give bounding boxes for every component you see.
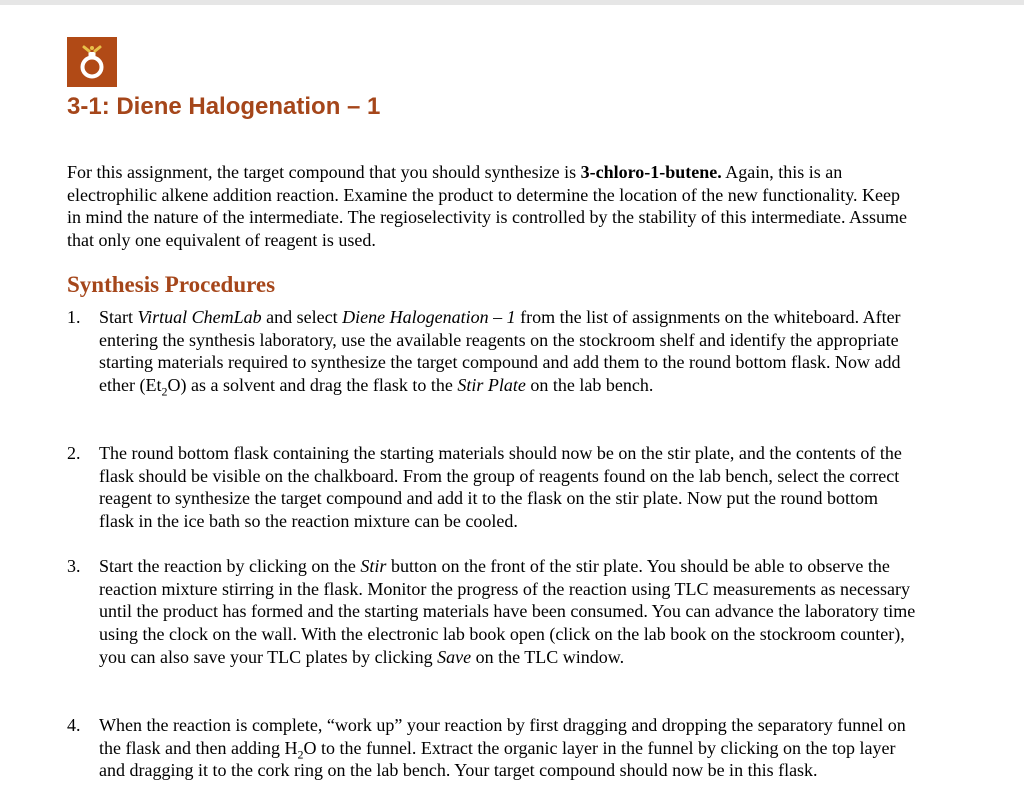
step-text-segment: Start — [99, 307, 138, 327]
step-text — [99, 714, 917, 782]
step-text-italic: Save — [437, 646, 472, 667]
procedure-step — [67, 306, 917, 397]
step-text-segment: from the list of assignments on the whiteboard. After entering the synthesis laboratory, use the available reagents on the stockroom shelf and identify the appropriate starting materials required to synthesize the target compound and add them to the round bottom flask. Now add ether (Et — [99, 307, 901, 396]
step-number: 2. — [67, 443, 81, 463]
step-text-segment: When the reaction is complete, “work up” your reaction by first dragging and dropping the separatory funnel on the flask and then adding H — [99, 715, 906, 758]
step-text-segment: and select — [261, 307, 343, 327]
step-text-segment: O to the funnel. Extract the organic layer in the funnel by clicking on the top layer and dragging it to the cork ring on the lab bench. Your target compound should now be in this flask. — [99, 737, 896, 781]
step-text-segment: on the TLC window. — [471, 646, 625, 667]
procedure-step — [67, 442, 917, 533]
step-number: 3. — [67, 556, 81, 576]
target-compound: 3-chloro-1-butene. — [580, 162, 722, 182]
subscript: 2 — [161, 384, 168, 399]
step-text — [99, 555, 917, 669]
step-text-italic: Stir Plate — [457, 375, 526, 396]
step-number: 1. — [67, 307, 81, 327]
step-text-segment: on the lab bench. — [525, 375, 654, 396]
step-text-italic: Virtual ChemLab — [137, 307, 262, 327]
intro-paragraph — [67, 161, 917, 251]
step-text-italic: Diene Halogenation – 1 — [342, 307, 516, 327]
step-text-segment: button on the front of the stir plate. You should be able to observe the reaction mixture stirring in the flask. Monitor the progress of the reaction using TLC measurements as necessary until the product has formed and the starting materials have been consumed. You can advance the laboratory time using the clock on the wall. With the electronic lab book open (click on the lab book on the stockroom counter), you can also save your TLC plates by clicking — [99, 556, 916, 667]
subscript: 2 — [297, 747, 304, 762]
procedure-step — [67, 714, 917, 782]
intro-text-1: For this assignment, the target compound that you should synthesize is — [67, 162, 581, 182]
step-text — [99, 306, 917, 397]
intro-text-2: Again, this is an electrophilic alkene addition reaction. Examine the product to determine the location of the new functionality. Keep in mind the nature of the intermediate. The regioselectivity is controlled by the stability of this intermediate. Assume that only one equivalent of reagent is used. — [67, 162, 907, 250]
procedure-step — [67, 555, 917, 669]
top-border — [0, 0, 1024, 5]
section-title: Synthesis Procedures — [67, 272, 276, 297]
logo — [67, 37, 117, 87]
step-number: 4. — [67, 715, 81, 735]
page-title: 3-1: Diene Halogenation – 1 — [67, 93, 381, 120]
step-text-segment: O) as a solvent and drag the flask to the — [167, 375, 458, 396]
step-text-segment: Start the reaction by clicking on the — [99, 556, 361, 576]
step-text: The round bottom flask containing the starting materials should now be on the stir plate, and the contents of the flask should be visible on the chalkboard. From the group of reagents found on the lab bench, select the correct reagent to synthesize the target compound and add it to the flask on the stir plate. Now put the round bottom flask in the ice bath so the reaction mixture can be cooled. — [99, 443, 902, 532]
step-text-italic: Stir — [360, 556, 387, 576]
flask-emblem-icon — [67, 37, 117, 87]
